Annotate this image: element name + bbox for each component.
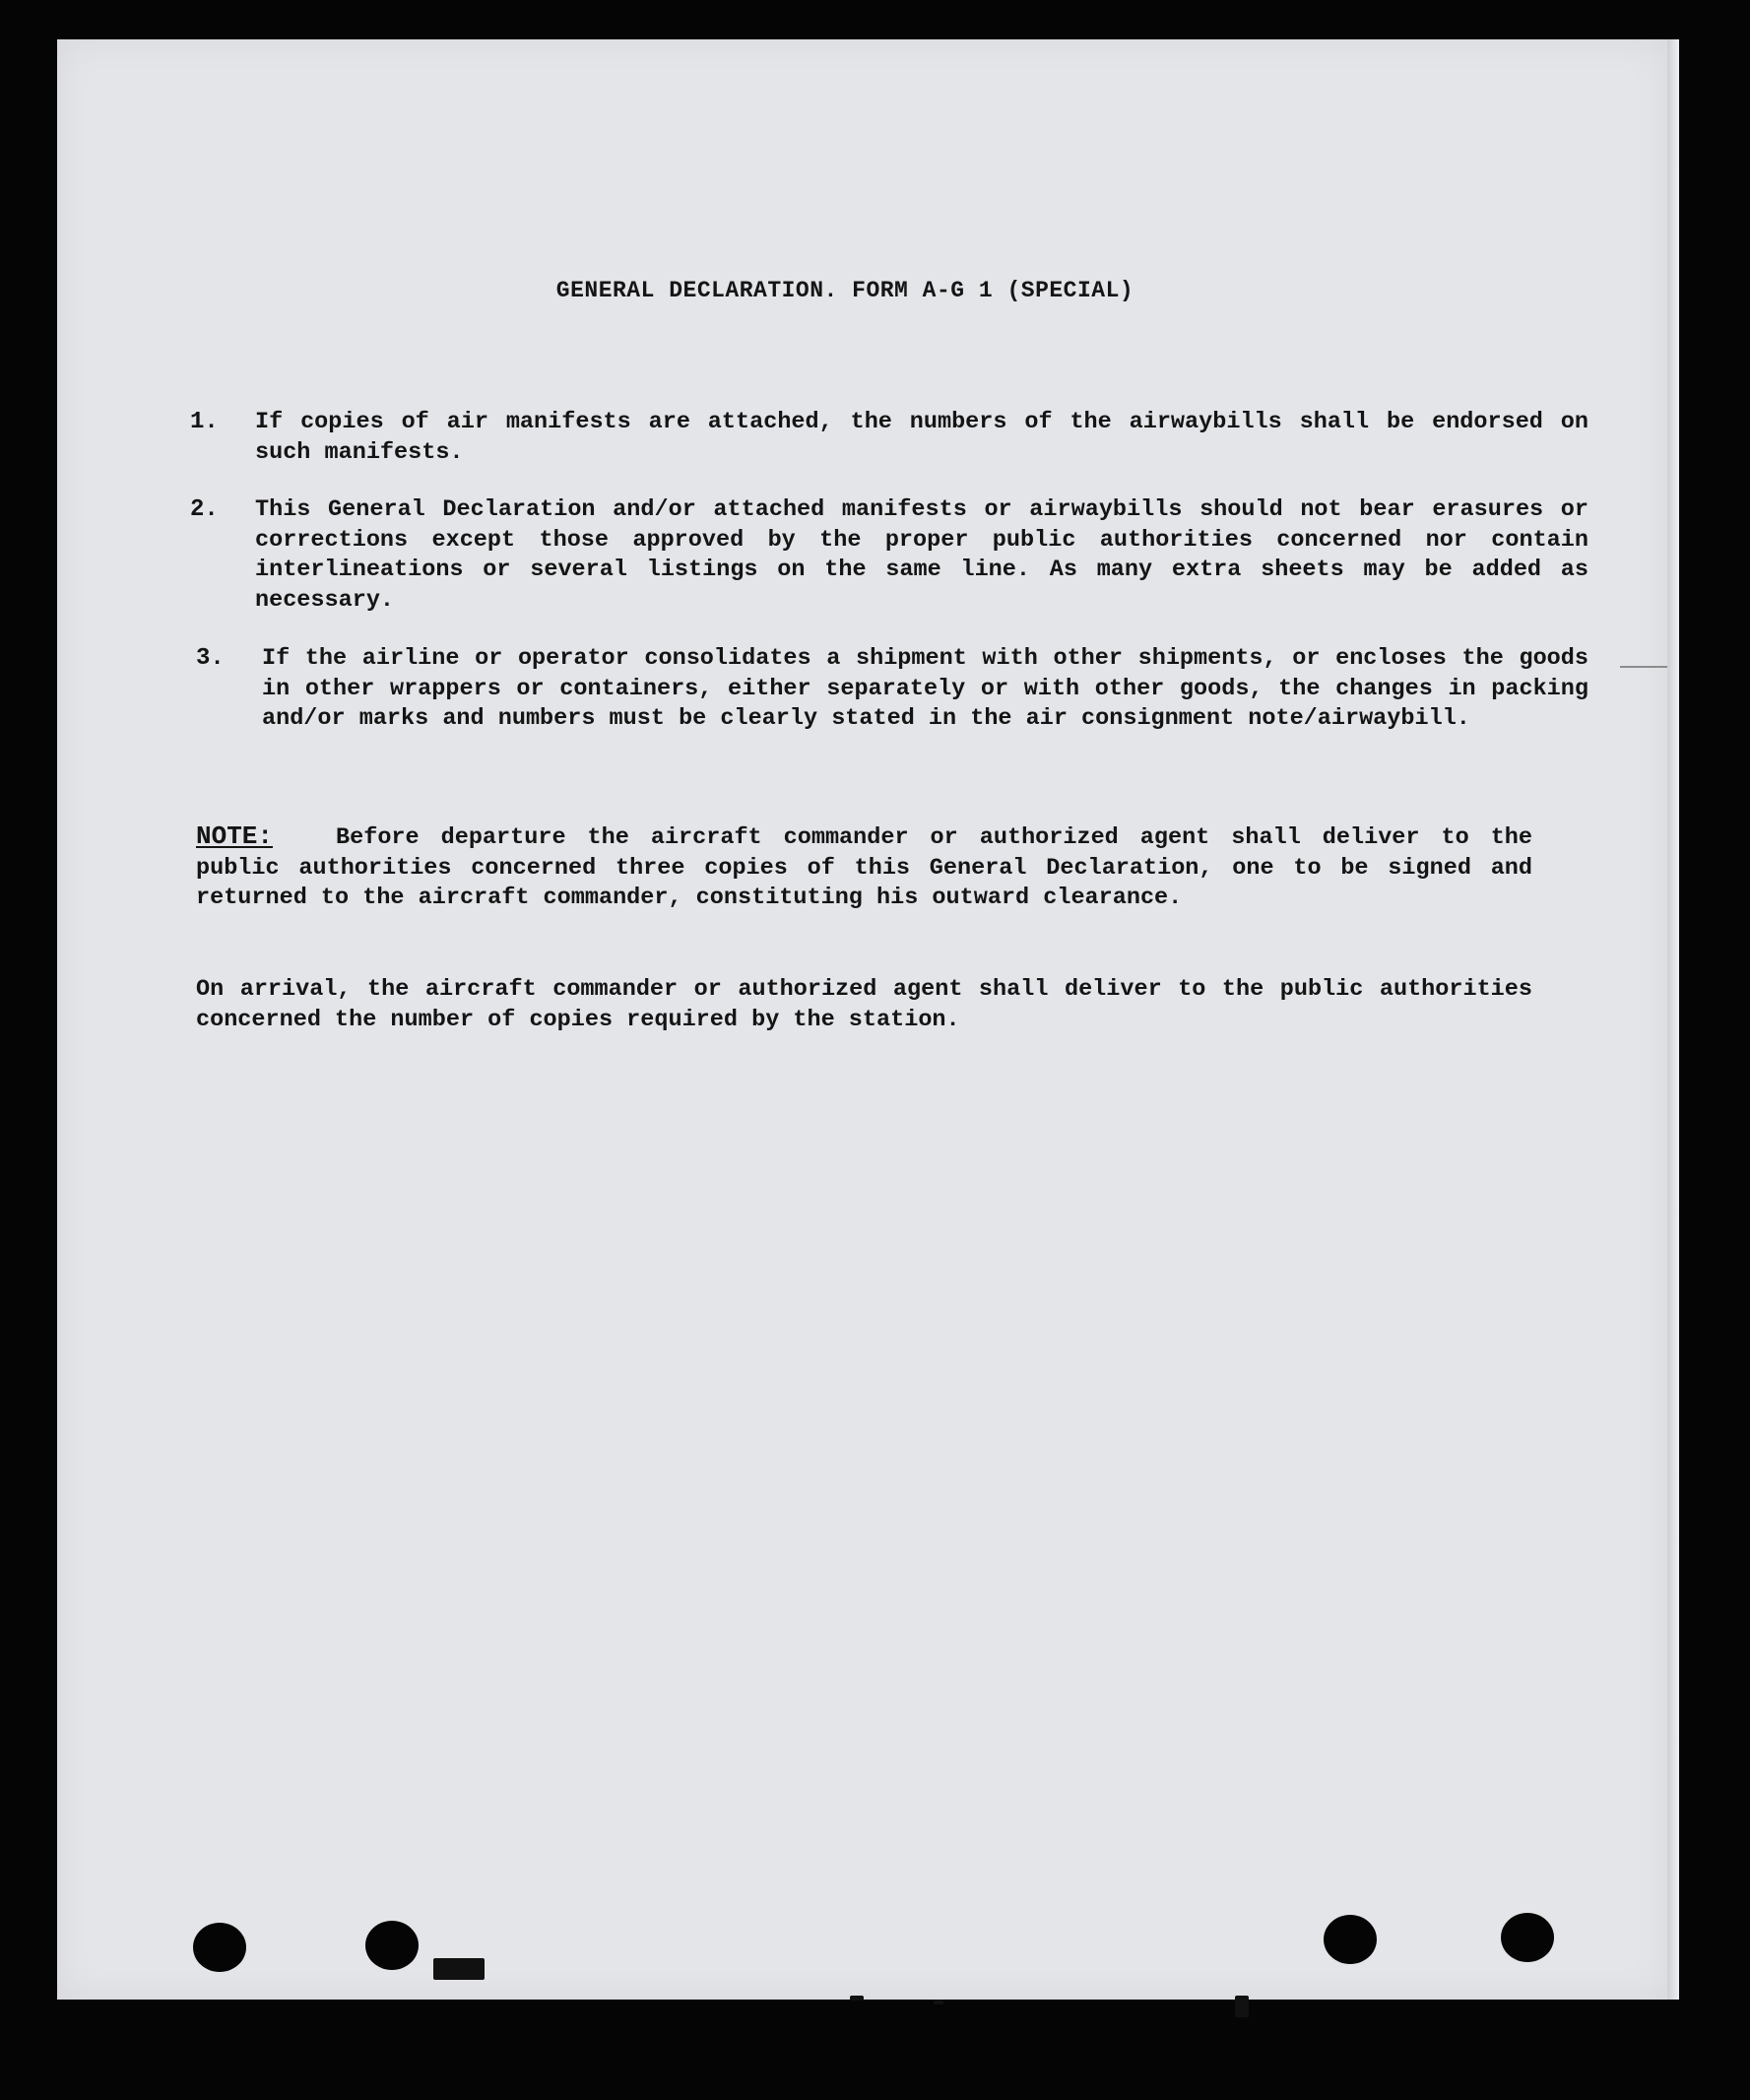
item-number: 2. xyxy=(190,496,219,523)
item-text: If copies of air manifests are attached, the numbers of the airwaybills shall be endorsed on such manifests. xyxy=(255,409,1588,466)
item-number: 1. xyxy=(190,409,219,435)
punch-hole xyxy=(365,1921,419,1970)
instruction-item-2 xyxy=(190,495,1588,616)
paper-edge-mark xyxy=(1620,666,1669,668)
punch-hole xyxy=(193,1923,246,1972)
punch-hole xyxy=(1501,1913,1554,1962)
item-number: 3. xyxy=(196,645,225,672)
document-title: GENERAL DECLARATION. FORM A-G 1 (SPECIAL) xyxy=(555,278,1134,303)
scan-speck xyxy=(433,1958,485,1980)
instruction-item-1 xyxy=(190,408,1588,468)
note-label: NOTE: xyxy=(196,821,274,851)
punch-hole xyxy=(1324,1915,1377,1964)
scan-speck xyxy=(850,1996,864,2001)
item-text: If the airline or operator consolidates a shipment with other shipments, or encloses the goods in other wrappers or containers, either separately or with other goods, the changes in packing and/or marks and numbers must be clearly stated in the air consignment note/airwaybill. xyxy=(262,645,1588,732)
item-text: This General Declaration and/or attached manifests or airwaybills should not bear erasures or corrections except those approved by the proper public authorities concerned nor contain interlineations or several listings on the same line. As many extra sheets may be added as necessary. xyxy=(255,496,1588,614)
scan-speck xyxy=(934,2000,943,2004)
instruction-item-3 xyxy=(190,644,1588,735)
note-text: Before departure the aircraft commander or authorized agent shall deliver to the public authorities concerned three copies of this General Declaration, one to be signed and returned to the aircraft commander, constituting his outward clearance. xyxy=(196,824,1532,911)
scan-speck xyxy=(1235,1996,1249,2017)
document-page xyxy=(57,39,1669,2000)
note-paragraph xyxy=(196,821,1532,914)
arrival-paragraph: On arrival, the aircraft commander or authorized agent shall deliver to the public authorities concerned the number of copies required by the station. xyxy=(196,976,1532,1033)
